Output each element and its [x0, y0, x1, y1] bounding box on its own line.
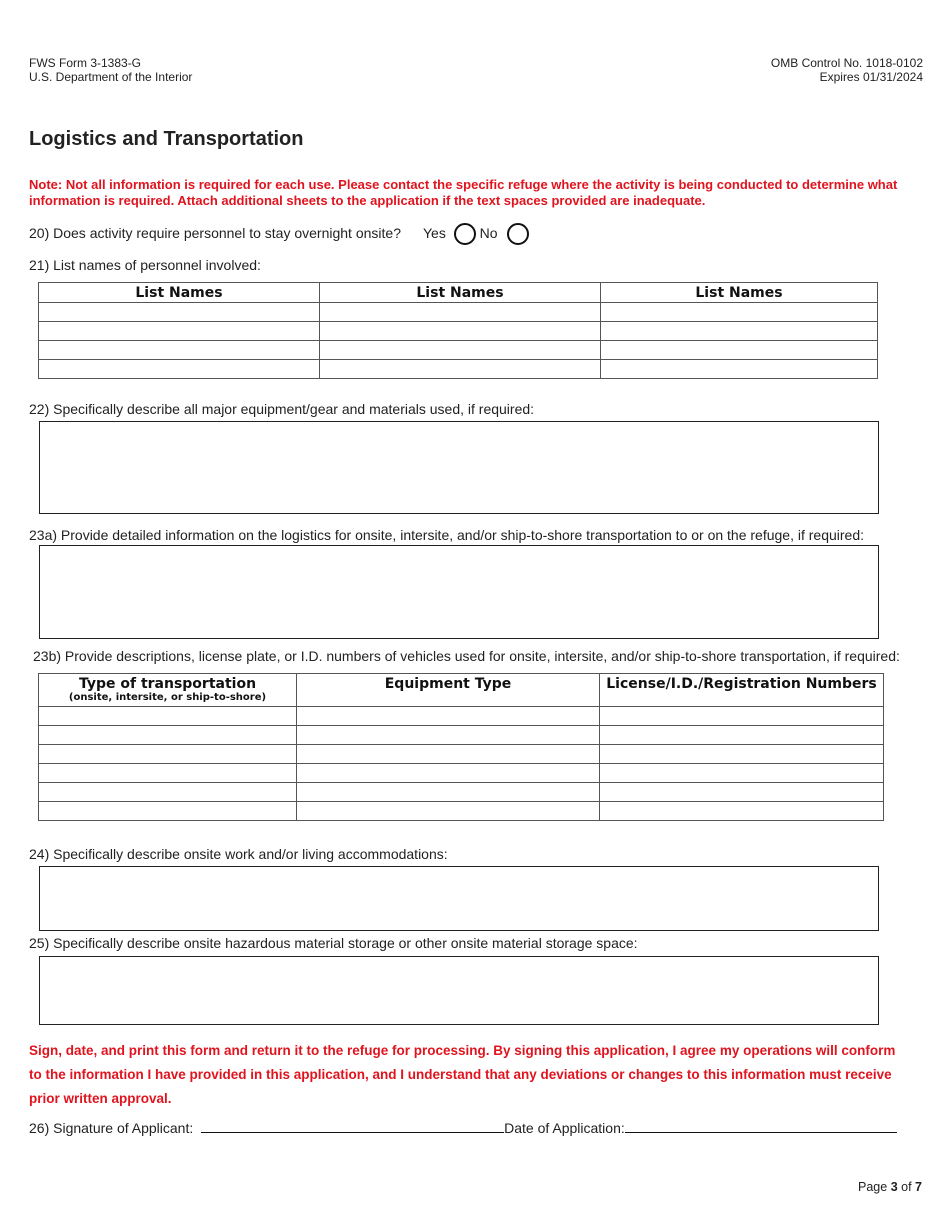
table-row: [39, 322, 878, 341]
q23a-label: 23a) Provide detailed information on the logistics for onsite, intersite, and/or ship-to-shore transportation to or on the refuge, if required:: [29, 527, 865, 543]
table-cell[interactable]: [601, 322, 878, 341]
page-prefix: Page: [858, 1180, 888, 1194]
table-cell[interactable]: [600, 726, 884, 745]
table-row: [39, 745, 884, 764]
q23b-label: 23b) Provide descriptions, license plate, or I.D. numbers of vehicles used for onsite, intersite, and/or ship-to-shore transportation, if required:: [33, 648, 900, 664]
table-cell[interactable]: [39, 802, 297, 821]
q20-label: 20) Does activity require personnel to stay overnight onsite?: [29, 225, 401, 241]
accommodations-textbox[interactable]: [39, 866, 879, 931]
transport-type-header: Type of transportation: [78, 676, 257, 692]
yes-label: Yes: [423, 225, 446, 241]
table-cell[interactable]: [39, 341, 320, 360]
omb-control: OMB Control No. 1018-0102: [770, 56, 923, 70]
table-cell[interactable]: [320, 322, 601, 341]
q24-label: 24) Specifically describe onsite work and/or living accommodations:: [29, 846, 448, 862]
signature-row: [29, 1120, 897, 1136]
table-cell[interactable]: [39, 322, 320, 341]
no-label: No: [479, 225, 498, 241]
q20-options: [423, 221, 529, 245]
q21-label: 21) List names of personnel involved:: [29, 257, 261, 273]
page-total: 7: [915, 1180, 922, 1194]
q25-label: 25) Specifically describe onsite hazardous material storage or other onsite material storage space:: [29, 935, 638, 951]
license-header: License/I.D./Registration Numbers: [600, 674, 884, 707]
table-cell[interactable]: [320, 360, 601, 379]
table-cell[interactable]: [600, 802, 884, 821]
vehicles-table: [38, 673, 884, 821]
table-cell[interactable]: [600, 707, 884, 726]
table-cell[interactable]: [39, 707, 297, 726]
storage-textbox[interactable]: [39, 956, 879, 1025]
date-label: Date of Application:: [504, 1120, 625, 1136]
table-row: [39, 764, 884, 783]
table-row: [39, 360, 878, 379]
table-cell[interactable]: [297, 745, 600, 764]
signature-line[interactable]: [201, 1120, 504, 1133]
table-header: List Names: [601, 283, 878, 303]
table-cell[interactable]: [320, 303, 601, 322]
table-header: List Names: [320, 283, 601, 303]
equipment-type-header: Equipment Type: [297, 674, 600, 707]
sign-statement: Sign, date, and print this form and return it to the refuge for processing. By signing this application, I agree my operations will conform to the information I have provided in this application, and I understand that any deviations or changes to this information must receive prior written approval.: [29, 1043, 896, 1106]
table-row: [39, 802, 884, 821]
table-cell[interactable]: [297, 783, 600, 802]
table-cell[interactable]: [600, 783, 884, 802]
table-cell[interactable]: [600, 764, 884, 783]
form-header-left: [29, 56, 192, 84]
no-radio[interactable]: [507, 223, 529, 245]
table-cell[interactable]: [601, 341, 878, 360]
page-current: 3: [890, 1180, 898, 1194]
equipment-textbox[interactable]: [39, 421, 879, 514]
table-cell[interactable]: [39, 303, 320, 322]
table-row: [39, 707, 884, 726]
table-header: List Names: [39, 283, 320, 303]
page-number: [858, 1180, 922, 1194]
yes-radio[interactable]: [454, 223, 476, 245]
table-header: [39, 674, 297, 707]
instructions-note: Note: Not all information is required for each use. Please contact the specific refuge where the activity is being conducted to determine what information is required. Attach additional sheets to the application if the text spaces provided are inadequate.: [29, 177, 898, 208]
table-row: [39, 341, 878, 360]
table-row: [39, 726, 884, 745]
page-title: Logistics and Transportation: [29, 128, 304, 150]
table-cell[interactable]: [39, 783, 297, 802]
department: U.S. Department of the Interior: [29, 70, 193, 84]
signature-label: 26) Signature of Applicant:: [29, 1120, 194, 1136]
table-cell[interactable]: [39, 745, 297, 764]
expiry-date: Expires 01/31/2024: [819, 70, 923, 84]
logistics-textbox[interactable]: [39, 545, 879, 639]
table-cell[interactable]: [600, 745, 884, 764]
table-row: [39, 783, 884, 802]
transport-type-subheader: (onsite, intersite, or ship-to-shore): [68, 692, 267, 703]
q22-label: 22) Specifically describe all major equipment/gear and materials used, if required:: [29, 401, 535, 417]
table-row: [39, 303, 878, 322]
table-cell[interactable]: [297, 764, 600, 783]
table-cell[interactable]: [320, 341, 601, 360]
date-line[interactable]: [625, 1120, 897, 1133]
table-cell[interactable]: [297, 802, 600, 821]
page-of: of: [901, 1180, 912, 1194]
table-cell[interactable]: [601, 303, 878, 322]
form-id: FWS Form 3-1383-G: [29, 56, 142, 70]
table-cell[interactable]: [39, 360, 320, 379]
table-cell[interactable]: [39, 764, 297, 783]
table-cell[interactable]: [39, 726, 297, 745]
table-cell[interactable]: [297, 726, 600, 745]
table-cell[interactable]: [601, 360, 878, 379]
personnel-table: [38, 282, 878, 379]
form-header-right: [771, 56, 923, 84]
table-cell[interactable]: [297, 707, 600, 726]
